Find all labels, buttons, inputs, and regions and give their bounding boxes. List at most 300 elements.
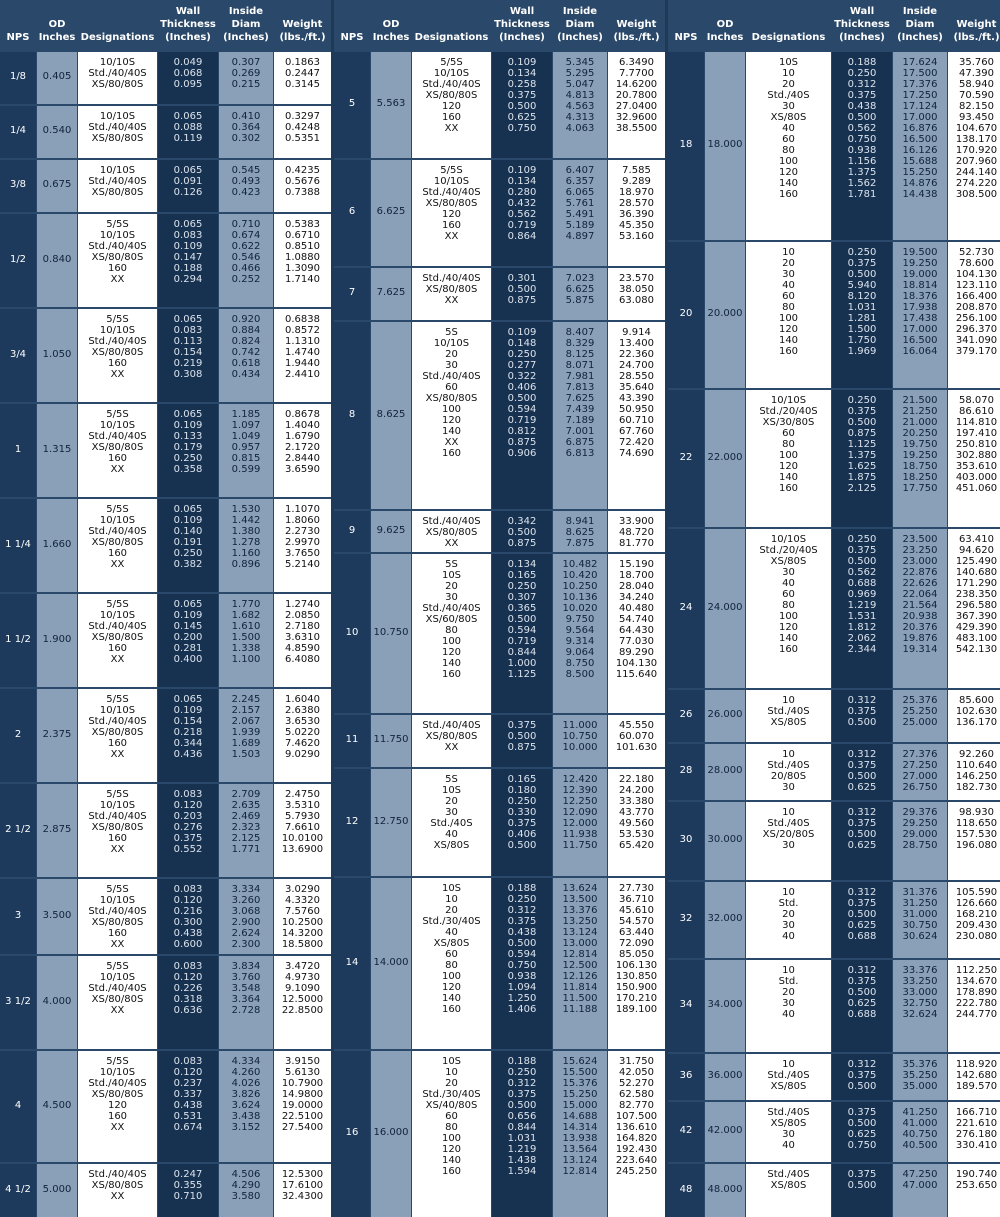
nps-value: 5 — [348, 98, 356, 109]
wall-value: 0.277 — [507, 360, 537, 371]
designations-value: 100 — [778, 313, 799, 324]
wall-list — [492, 720, 552, 753]
inside-value: 33.250 — [902, 976, 938, 987]
designations-value: 40 — [782, 123, 795, 134]
inside-value: 14.688 — [562, 1111, 598, 1122]
wall-list — [492, 883, 552, 1015]
wall-value: 0.218 — [173, 727, 203, 738]
inside-list — [219, 1056, 273, 1133]
designations-value: Std./40S — [767, 90, 810, 101]
header-inside: Inside Diam (Inches) — [897, 6, 943, 43]
wall-value: 0.625 — [507, 112, 537, 123]
inside-diameter-cell — [219, 784, 273, 877]
wall-value: 0.065 — [173, 219, 203, 230]
designations-value: XS/40/80S — [425, 1100, 478, 1111]
nps-cell — [668, 1102, 704, 1162]
wall-value: 0.875 — [507, 295, 537, 306]
designations-value: 30 — [445, 592, 458, 603]
designations-value: 20 — [445, 1078, 458, 1089]
pipe-size-group — [0, 956, 331, 1049]
wall-value: 0.500 — [507, 1100, 537, 1111]
weight-list — [608, 57, 665, 134]
wall-value: 0.330 — [507, 807, 537, 818]
wall-thickness-cell — [158, 214, 218, 307]
weight-value: 32.9600 — [615, 112, 658, 123]
wall-value: 0.594 — [507, 404, 537, 415]
inside-value: 27.250 — [902, 760, 938, 771]
weight-value: 451.060 — [955, 483, 998, 494]
weight-value: 10.7900 — [281, 1078, 324, 1089]
designations-value: 10 — [782, 695, 795, 706]
inside-value: 40.750 — [902, 1129, 938, 1140]
wall-value: 0.600 — [173, 939, 203, 950]
weight-value: 58.070 — [959, 395, 994, 406]
inside-value: 1.442 — [231, 515, 261, 526]
inside-value: 18.376 — [902, 291, 938, 302]
weight-value: 13.400 — [619, 338, 654, 349]
designations-value: XS/80/80S — [91, 1180, 144, 1191]
pipe-size-group — [0, 879, 331, 954]
inside-diameter-cell — [553, 322, 607, 509]
wall-thickness-cell — [158, 879, 218, 954]
inside-value: 14.438 — [902, 189, 938, 200]
designations-value: 5S — [445, 774, 458, 785]
wall-thickness-cell — [492, 1051, 552, 1217]
weight-value: 40.480 — [619, 603, 654, 614]
weight-list — [608, 165, 665, 242]
wall-value: 0.375 — [507, 720, 537, 731]
wall-value: 2.125 — [847, 483, 877, 494]
inside-list — [219, 57, 273, 90]
wall-value: 0.688 — [847, 931, 877, 942]
wall-value: 0.065 — [173, 165, 203, 176]
designations-cell — [78, 52, 157, 104]
weight-value: 34.240 — [619, 592, 654, 603]
designations-list — [78, 789, 157, 855]
weight-list — [274, 1169, 331, 1202]
inside-value: 3.068 — [231, 906, 261, 917]
designations-value: XS/80/80S — [425, 731, 478, 742]
designations-value: Std./30/40S — [422, 1089, 481, 1100]
inside-value: 47.000 — [902, 1180, 938, 1191]
designations-value: 20 — [782, 79, 795, 90]
designations-value: 120 — [441, 982, 462, 993]
inside-value: 22.876 — [902, 567, 938, 578]
weight-value: 171.290 — [955, 578, 998, 589]
weight-value: 330.410 — [955, 1140, 998, 1151]
wall-thickness-cell — [158, 956, 218, 1049]
weight-value: 53.160 — [619, 231, 654, 242]
inside-value: 7.001 — [565, 426, 595, 437]
weight-value: 0.1863 — [285, 57, 320, 68]
wall-list — [158, 57, 218, 90]
od-cell — [37, 879, 77, 954]
wall-value: 0.148 — [507, 338, 537, 349]
weight-value: 0.4248 — [285, 122, 320, 133]
weight-value: 92.260 — [959, 749, 994, 760]
inside-value: 12.126 — [562, 971, 598, 982]
wall-thickness-cell — [158, 309, 218, 402]
inside-value: 28.750 — [902, 840, 938, 851]
inside-list — [553, 559, 607, 680]
inside-value: 0.674 — [231, 230, 261, 241]
weight-value: 245.250 — [615, 1166, 658, 1177]
weight-value: 72.090 — [619, 938, 654, 949]
weight-list — [608, 559, 665, 680]
weight-value: 2.0850 — [285, 610, 320, 621]
designations-value: 10S — [441, 883, 462, 894]
inside-value: 10.136 — [562, 592, 598, 603]
weight-value: 24.200 — [619, 785, 654, 796]
pipe-size-group — [668, 1164, 1000, 1217]
inside-value: 23.250 — [902, 545, 938, 556]
weight-value: 3.9150 — [285, 1056, 320, 1067]
wall-value: 0.500 — [847, 269, 877, 280]
wall-value: 0.250 — [847, 534, 877, 545]
od-value: 4.000 — [42, 996, 72, 1007]
designations-value: 120 — [441, 415, 462, 426]
inside-list — [219, 165, 273, 198]
weight-cell — [608, 511, 665, 552]
inside-diameter-cell — [893, 882, 947, 958]
wall-value: 0.250 — [507, 796, 537, 807]
designations-value: 10/10S — [99, 705, 136, 716]
designations-list — [746, 965, 831, 1020]
od-value: 6.625 — [376, 206, 406, 217]
designations-value: 30 — [782, 101, 795, 112]
designations-value: 40 — [782, 931, 795, 942]
inside-value: 1.530 — [231, 504, 261, 515]
weight-value: 403.000 — [955, 472, 998, 483]
weight-value: 296.580 — [955, 600, 998, 611]
od-cell — [37, 309, 77, 402]
weight-value: 38.050 — [619, 284, 654, 295]
designations-value: XX — [110, 1122, 125, 1133]
inside-diameter-cell — [893, 802, 947, 880]
wall-value: 0.109 — [173, 705, 203, 716]
wall-thickness-cell — [832, 744, 892, 800]
wall-thickness-cell — [492, 554, 552, 713]
inside-value: 8.329 — [565, 338, 595, 349]
pipe-size-group — [0, 784, 331, 877]
designations-value: 100 — [778, 611, 799, 622]
wall-value: 0.312 — [847, 79, 877, 90]
od-cell — [371, 769, 411, 876]
table-panel-3 — [668, 0, 1000, 1217]
wall-thickness-cell — [492, 511, 552, 552]
designations-value: XX — [444, 437, 459, 448]
wall-value: 1.406 — [507, 1004, 537, 1015]
nps-cell — [0, 594, 36, 687]
designations-list — [78, 504, 157, 570]
inside-value: 0.896 — [231, 559, 261, 570]
weight-cell — [274, 689, 331, 782]
inside-value: 15.000 — [562, 1100, 598, 1111]
inside-list — [893, 1059, 947, 1092]
inside-value: 4.290 — [231, 1180, 261, 1191]
wall-thickness-cell — [158, 1051, 218, 1162]
weight-list — [608, 883, 665, 1015]
wall-value: 0.625 — [847, 782, 877, 793]
wall-value: 0.938 — [507, 971, 537, 982]
designations-value: 160 — [441, 669, 462, 680]
designations-list — [78, 314, 157, 380]
inside-diameter-cell — [893, 1102, 947, 1162]
inside-value: 6.875 — [565, 437, 595, 448]
nps-value: 3/8 — [9, 179, 27, 190]
weight-list — [948, 1169, 1000, 1191]
wall-value: 1.156 — [847, 156, 877, 167]
wall-value: 0.375 — [847, 1070, 877, 1081]
weight-value: 353.610 — [955, 461, 998, 472]
inside-list — [219, 409, 273, 475]
designations-value: Std./40/40S — [422, 603, 481, 614]
designations-list — [78, 961, 157, 1016]
wall-value: 0.625 — [847, 998, 877, 1009]
designations-value: Std./40S — [767, 818, 810, 829]
wall-value: 0.500 — [847, 1118, 877, 1129]
wall-value: 0.083 — [173, 1056, 203, 1067]
weight-value: 4.8590 — [285, 643, 320, 654]
od-value: 48.000 — [707, 1184, 743, 1195]
designations-value: 10/10S — [99, 895, 136, 906]
weight-value: 207.960 — [955, 156, 998, 167]
designations-value: 5/5S — [106, 961, 129, 972]
designations-value: XS/80/80S — [425, 284, 478, 295]
wall-value: 1.750 — [847, 335, 877, 346]
weight-cell — [608, 878, 665, 1049]
designations-value: Std./40/40S — [422, 79, 481, 90]
wall-value: 0.906 — [507, 448, 537, 459]
designations-value: Std./40/40S — [88, 621, 147, 632]
inside-value: 4.063 — [565, 123, 595, 134]
wall-thickness-cell — [492, 878, 552, 1049]
od-value: 26.000 — [707, 709, 743, 720]
inside-value: 1.939 — [231, 727, 261, 738]
designations-list — [412, 165, 491, 242]
weight-value: 22.180 — [619, 774, 654, 785]
wall-value: 0.500 — [507, 614, 537, 625]
inside-value: 4.897 — [565, 231, 595, 242]
nps-value: 6 — [348, 206, 356, 217]
wall-list — [158, 409, 218, 475]
pipe-size-group — [334, 160, 665, 266]
nps-value: 3 — [14, 910, 22, 921]
wall-value: 1.531 — [847, 611, 877, 622]
designations-value: 20 — [782, 909, 795, 920]
designations-value: 30 — [782, 840, 795, 851]
od-value: 8.625 — [376, 409, 406, 420]
wall-value: 0.318 — [173, 994, 203, 1005]
wall-thickness-cell — [832, 1164, 892, 1217]
wall-thickness-cell — [832, 802, 892, 880]
inside-value: 7.981 — [565, 371, 595, 382]
wall-value: 0.875 — [507, 437, 537, 448]
inside-value: 2.728 — [231, 1005, 261, 1016]
designations-value: Std./40/40S — [88, 336, 147, 347]
weight-value: 60.070 — [619, 731, 654, 742]
wall-value: 0.188 — [507, 883, 537, 894]
inside-value: 12.420 — [562, 774, 598, 785]
wall-value: 1.562 — [847, 178, 877, 189]
od-cell — [371, 322, 411, 509]
designations-value: Std./40/40S — [422, 720, 481, 731]
inside-diameter-cell — [553, 52, 607, 158]
inside-value: 15.500 — [562, 1067, 598, 1078]
nps-cell — [334, 715, 370, 767]
inside-value: 3.334 — [231, 884, 261, 895]
wall-value: 0.065 — [173, 314, 203, 325]
weight-value: 196.080 — [955, 840, 998, 851]
designations-value: 140 — [778, 178, 799, 189]
od-cell — [705, 390, 745, 527]
wall-value: 0.083 — [173, 789, 203, 800]
inside-list — [893, 57, 947, 200]
weight-value: 1.9440 — [285, 358, 320, 369]
inside-diameter-cell — [553, 268, 607, 320]
pipe-size-group — [668, 390, 1000, 527]
weight-value: 140.680 — [955, 567, 998, 578]
inside-value: 5.047 — [565, 79, 595, 90]
weight-value: 28.550 — [619, 371, 654, 382]
weight-value: 157.530 — [955, 829, 998, 840]
designations-value: 30 — [445, 807, 458, 818]
wall-thickness-cell — [492, 160, 552, 266]
designations-value: 160 — [107, 548, 128, 559]
designations-value: 40 — [782, 280, 795, 291]
wall-value: 0.216 — [173, 906, 203, 917]
inside-value: 3.624 — [231, 1100, 261, 1111]
od-cell — [371, 52, 411, 158]
weight-value: 10.0100 — [281, 833, 324, 844]
wall-value: 0.812 — [507, 426, 537, 437]
designations-value: Std./40/40S — [88, 241, 147, 252]
nps-cell — [334, 268, 370, 320]
wall-value: 0.375 — [847, 1107, 877, 1118]
pipe-size-group — [668, 529, 1000, 688]
pipe-size-group — [0, 1164, 331, 1217]
od-value: 5.000 — [42, 1184, 72, 1195]
weight-value: 138.170 — [955, 134, 998, 145]
weight-value: 190.740 — [955, 1169, 998, 1180]
wall-value: 0.500 — [507, 731, 537, 742]
weight-value: 3.6590 — [285, 464, 320, 475]
designations-cell — [78, 499, 157, 592]
pipe-size-group — [334, 511, 665, 552]
weight-value: 45.350 — [619, 220, 654, 231]
nps-value: 18 — [679, 139, 693, 150]
inside-value: 26.750 — [902, 782, 938, 793]
designations-cell — [746, 52, 831, 240]
weight-value: 3.6530 — [285, 716, 320, 727]
designations-value: 20 — [782, 258, 795, 269]
inside-value: 1.503 — [231, 749, 261, 760]
weight-cell — [948, 52, 1000, 240]
weight-value: 3.5310 — [285, 800, 320, 811]
weight-value: 0.5383 — [285, 219, 320, 230]
designations-value: XS/80/80S — [91, 347, 144, 358]
inside-value: 3.760 — [231, 972, 261, 983]
wall-value: 1.031 — [847, 302, 877, 313]
nps-value: 2 1/2 — [5, 824, 31, 835]
wall-value: 0.500 — [507, 393, 537, 404]
inside-diameter-cell — [553, 511, 607, 552]
weight-value: 104.130 — [615, 658, 658, 669]
wall-value: 1.094 — [507, 982, 537, 993]
weight-value: 230.080 — [955, 931, 998, 942]
wall-value: 0.719 — [507, 415, 537, 426]
designations-value: 10 — [782, 247, 795, 258]
od-value: 2.875 — [42, 824, 72, 835]
designations-value: 10 — [782, 749, 795, 760]
wall-value: 0.250 — [847, 247, 877, 258]
designations-value: 160 — [441, 1004, 462, 1015]
header-weight: Weight (lbs./ft.) — [953, 19, 1000, 43]
inside-value: 7.439 — [565, 404, 595, 415]
nps-value: 32 — [679, 913, 693, 924]
weight-cell — [274, 309, 331, 402]
wall-value: 0.188 — [173, 263, 203, 274]
inside-value: 17.376 — [902, 79, 938, 90]
designations-cell — [78, 160, 157, 212]
wall-value: 1.125 — [507, 669, 537, 680]
weight-value: 3.4720 — [285, 961, 320, 972]
designations-value: Std./40/40S — [88, 68, 147, 79]
wall-list — [158, 599, 218, 665]
designations-cell — [746, 690, 831, 742]
pipe-size-group — [668, 52, 1000, 240]
inside-diameter-cell — [219, 52, 273, 104]
weight-value: 58.940 — [959, 79, 994, 90]
designations-list — [78, 111, 157, 144]
nps-value: 10 — [345, 627, 359, 638]
weight-value: 253.650 — [955, 1180, 998, 1191]
inside-value: 9.064 — [565, 647, 595, 658]
wall-value: 0.844 — [507, 1122, 537, 1133]
wall-value: 0.500 — [847, 1081, 877, 1092]
designations-value: 140 — [441, 1155, 462, 1166]
inside-list — [893, 534, 947, 655]
header-row — [334, 0, 665, 50]
weight-value: 86.610 — [959, 406, 994, 417]
inside-value: 33.376 — [902, 965, 938, 976]
designations-value: 160 — [778, 483, 799, 494]
designations-value: 20 — [445, 349, 458, 360]
od-cell — [37, 106, 77, 158]
pipe-size-group — [334, 878, 665, 1049]
wall-value: 0.088 — [173, 122, 203, 133]
wall-value: 0.258 — [507, 79, 537, 90]
wall-value: 0.307 — [507, 592, 537, 603]
weight-value: 6.3490 — [619, 57, 654, 68]
weight-list — [274, 884, 331, 950]
header-weight: Weight (lbs./ft.) — [279, 19, 326, 43]
weight-value: 93.450 — [959, 112, 994, 123]
weight-cell — [608, 769, 665, 876]
inside-value: 19.314 — [902, 644, 938, 655]
wall-thickness-cell — [492, 769, 552, 876]
od-value: 1.660 — [42, 539, 72, 550]
inside-value: 0.252 — [231, 274, 261, 285]
wall-list — [832, 534, 892, 655]
header-nps: NPS — [340, 32, 364, 43]
designations-value: Std. — [778, 976, 799, 987]
inside-value: 11.938 — [562, 829, 598, 840]
nps-cell — [0, 52, 36, 104]
designations-value: 10/10S — [433, 176, 470, 187]
designations-cell — [78, 594, 157, 687]
weight-value: 221.610 — [955, 1118, 998, 1129]
